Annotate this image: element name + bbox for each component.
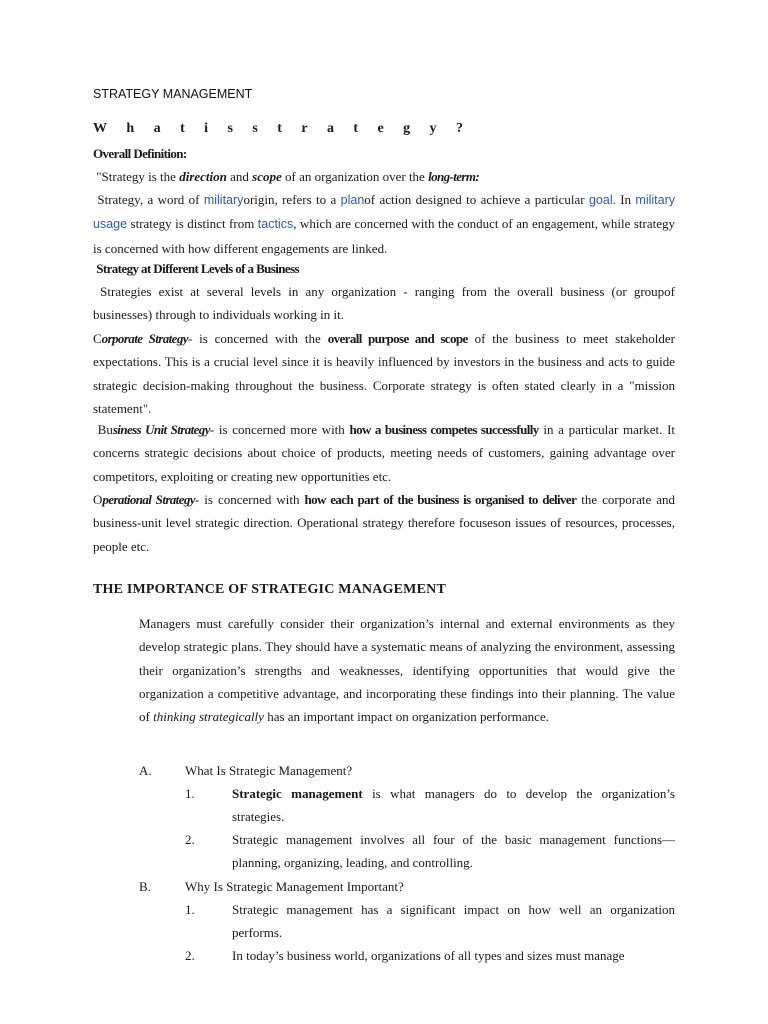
heading-letter: e bbox=[377, 121, 384, 136]
overall-definition-quote: "Strategy is the direction and scope of an organization over the long-term: bbox=[96, 169, 480, 184]
military-link[interactable]: military bbox=[203, 193, 244, 207]
plan-link[interactable]: plan bbox=[340, 193, 365, 207]
outline-marker-a: A. bbox=[139, 763, 152, 778]
outline-item-a2: Strategic management involves all four of the basic management functions—planning, organizing, leading, and controlling. bbox=[232, 832, 675, 871]
heading-letter: r bbox=[301, 121, 308, 136]
outline-item-a1: Strategic management is what managers do to develop the organization’s strategies. bbox=[232, 786, 675, 825]
levels-heading: Strategy at Different Levels of a Business bbox=[96, 261, 300, 276]
heading-letter: t bbox=[277, 121, 282, 136]
heading-letter: ? bbox=[455, 121, 463, 136]
outline-marker-a2: 2. bbox=[185, 832, 195, 847]
military-usage-link[interactable]: military usage bbox=[93, 193, 675, 232]
heading-letter: a bbox=[153, 121, 161, 136]
outline-marker-b1: 1. bbox=[185, 902, 195, 917]
importance-heading: THE IMPORTANCE OF STRATEGIC MANAGEMENT bbox=[93, 582, 446, 597]
goal-link[interactable]: goal bbox=[588, 193, 613, 207]
heading-letter: t bbox=[180, 121, 185, 136]
heading-letter: a bbox=[326, 121, 334, 136]
heading-letter: W bbox=[93, 121, 107, 136]
heading-letter: i bbox=[204, 121, 209, 136]
heading-letter: s bbox=[252, 121, 258, 136]
outline-item-b2: In today’s business world, organizations of all types and sizes must manage bbox=[232, 948, 625, 963]
what-is-strategy-heading bbox=[93, 121, 463, 137]
outline-marker-a1: 1. bbox=[185, 786, 195, 801]
overall-definition-heading: Overall Definition: bbox=[93, 146, 187, 161]
importance-paragraph: Managers must carefully consider their organization’s internal and external environments as they develop strategic plans. They should have a systematic means of analyzing the environment, assessing their organization’s strengths and weaknesses, identifying opportunities that would give the organization a competitive advantage, and incorporating these findings into their planning. The value of thinking strategically has an important impact on organization performance. bbox=[139, 616, 675, 725]
heading-letter: y bbox=[429, 121, 437, 136]
strategy-definition-paragraph: Strategy, a word of militaryorigin, refers to a planof action designed to achieve a particular goal. In military usage strategy is distinct from tactics, which are concerned with the conduct of an engagement, while strategy is concerned with how different engagements are linked. bbox=[93, 192, 675, 256]
levels-paragraph: Strategies exist at several levels in any organization - ranging from the overall business (or groupof businesses) through to individuals working in it. bbox=[93, 284, 675, 323]
heading-letter: h bbox=[126, 121, 135, 136]
operational-strategy-paragraph: Operational Strategy- is concerned with how each part of the business is organised to deliver the corporate and business-unit level strategic direction. Operational strategy therefore focuseson issues of resources, processes, people etc. bbox=[93, 492, 676, 554]
heading-letter: t bbox=[353, 121, 359, 136]
document-title: STRATEGY MANAGEMENT bbox=[93, 87, 253, 101]
heading-letter: s bbox=[227, 121, 233, 136]
corporate-strategy-paragraph: Corporate Strategy- is concerned with the overall purpose and scope of the business to meet stakeholder expectations. This is a crucial level since it is heavily influenced by investors in the business and acts to guide strategic decision-making throughout the business. Corporate strategy is often stated clearly in a "mission statement". bbox=[93, 331, 676, 416]
outline-item-a: What Is Strategic Management? bbox=[185, 763, 353, 778]
outline-marker-b2: 2. bbox=[185, 948, 195, 963]
outline-marker-b: B. bbox=[139, 879, 151, 894]
heading-letter: g bbox=[403, 121, 411, 136]
tactics-link[interactable]: tactics bbox=[257, 217, 294, 232]
outline-item-b: Why Is Strategic Management Important? bbox=[185, 879, 404, 894]
outline-item-b1: Strategic management has a significant impact on how well an organization performs. bbox=[232, 902, 675, 941]
business-unit-strategy-paragraph: Business Unit Strategy- is concerned more with how a business competes successfully in a particular market. It concerns strategic decisions about choice of products, meeting needs of customers, gaining advantage over competitors, exploiting or creating new opportunities etc. bbox=[93, 422, 676, 484]
